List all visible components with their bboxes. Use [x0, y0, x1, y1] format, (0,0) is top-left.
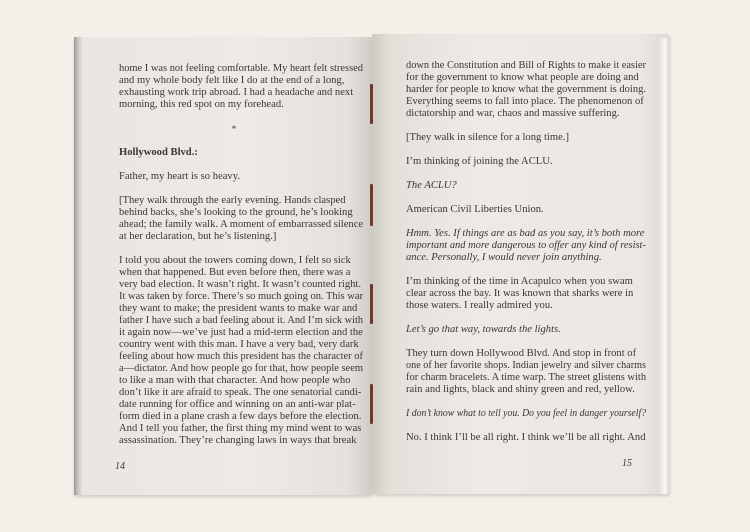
- paragraph: [406, 276, 666, 312]
- binding-stitch: [370, 384, 373, 424]
- text-line: a—dictator. And how people go for that, how people seem: [119, 363, 363, 374]
- text-line: very bad election. It wasn’t right. It wasn’t counted right.: [119, 279, 362, 290]
- text-line: ahead; the family walk. A moment of embarrassed silence: [119, 219, 364, 230]
- text-line: No. I think I’ll be all right. I think we’ll be all right. And: [406, 432, 646, 443]
- left-page-text: [119, 63, 369, 459]
- page-edges: [660, 38, 670, 494]
- text-line: don’t like it are afraid to speak. The one senatorial candi-: [119, 387, 362, 398]
- text-line: ance. Personally, I would never join anything.: [406, 252, 602, 263]
- text-line: morning, this red spot on my forehead.: [119, 99, 284, 110]
- text-line: they want to make; the president wants to make war and: [119, 303, 358, 314]
- text-line: Let’s go that way, towards the lights.: [406, 324, 561, 335]
- text-line: [They walk through the early evening. Hands clasped: [119, 195, 346, 206]
- text-line: at her declaration, but he’s listening.]: [119, 231, 277, 242]
- text-line: father I have such a bad feeling about it. And I’m sick with: [119, 315, 364, 326]
- text-line: form died in a plane crash a few days before the election.: [119, 411, 362, 422]
- paragraph: [406, 156, 666, 168]
- paragraph: [406, 348, 666, 396]
- paragraph: [406, 180, 666, 192]
- paragraph: [119, 63, 369, 111]
- left-page: [74, 37, 372, 495]
- binding-stitch: [370, 84, 373, 124]
- text-line: and my whole body felt like I do at the end of a long,: [119, 75, 345, 86]
- text-line: feeling about how much this president has the character of: [119, 351, 363, 362]
- text-line: it again now—we’ve just had a mid-term election and the: [119, 327, 363, 338]
- text-line: American Civil Liberties Union.: [406, 204, 544, 215]
- paragraph: [406, 132, 666, 144]
- right-page-text: [406, 60, 666, 456]
- binding-stitch: [370, 184, 373, 226]
- text-line: The ACLU?: [406, 180, 457, 191]
- paragraph: [406, 60, 666, 120]
- section-separator: [119, 123, 349, 135]
- text-line: harder for people to know what the government is doing.: [406, 84, 647, 95]
- text-line: behind backs, she’s looking to the ground, he’s looking: [119, 207, 353, 218]
- paragraph: [406, 324, 666, 336]
- text-line: when that happened. But even before then, there was a: [119, 267, 351, 278]
- text-line: those waters. I really admired you.: [406, 300, 553, 311]
- text-line: They turn down Hollywood Blvd. And stop in front of: [406, 348, 637, 359]
- paragraph: [119, 255, 369, 447]
- text-line: assassination. They’re changing laws in ways that break: [119, 435, 357, 446]
- text-line: I’m thinking of the time in Acapulco when you swam: [406, 276, 633, 287]
- text-line: I don’t know what to tell you. Do you feel in danger yourself?: [406, 408, 647, 419]
- text-line: home I was not feeling comfortable. My heart felt stressed: [119, 63, 363, 74]
- text-line: down the Constitution and Bill of Rights to make it easier: [406, 60, 646, 71]
- text-line: Hollywood Blvd.:: [119, 147, 198, 158]
- text-line: [They walk in silence for a long time.]: [406, 132, 569, 143]
- right-page: [372, 34, 668, 494]
- text-line: for charm bracelets. A time warp. The street glistens with: [406, 372, 647, 383]
- text-line: rain and lights, black and shiny green and red, yellow.: [406, 384, 635, 395]
- text-line: *: [231, 124, 237, 134]
- text-line: I’m thinking of joining the ACLU.: [406, 156, 553, 167]
- text-line: Everything seems to fall into place. The phenomenon of: [406, 96, 644, 107]
- section-heading: [119, 147, 369, 159]
- text-line: to like a man with that character. And how people who: [119, 375, 351, 386]
- text-line: exhausting work trip abroad. I had a headache and next: [119, 87, 354, 98]
- text-line: date running for office and winning on an anti-war plat-: [119, 399, 356, 410]
- text-line: clear across the bay. It was known that sharks were in: [406, 288, 634, 299]
- text-line: one of her favorite shops. Indian jewelry and silver charms: [406, 360, 646, 371]
- text-line: Hmm. Yes. If things are as bad as you say, it’s both more: [406, 228, 645, 239]
- text-line: for the government to know what people are doing and: [406, 72, 639, 83]
- binding-stitch: [370, 284, 373, 324]
- text-line: country went with this man. I have a very bad, very dark: [119, 339, 359, 350]
- paragraph: [119, 195, 369, 243]
- paragraph: [119, 171, 369, 183]
- paragraph: [406, 228, 666, 264]
- paragraph: [406, 408, 666, 420]
- text-line: And I tell you father, the first thing my mind went to was: [119, 423, 362, 434]
- paragraph: [406, 204, 666, 216]
- paragraph: [406, 432, 666, 444]
- page-number-left: 14: [115, 461, 125, 472]
- text-line: I told you about the towers coming down, I felt so sick: [119, 255, 351, 266]
- text-line: important and more dangerous to offer any kind of resist-: [406, 240, 646, 251]
- text-line: It was taken by force. There’s so much going on. This war: [119, 291, 363, 302]
- text-line: Father, my heart is so heavy.: [119, 171, 240, 182]
- page-number-right: 15: [622, 458, 632, 469]
- open-book: [74, 34, 674, 494]
- text-line: dictatorship and war, chaos and massive suffering.: [406, 108, 620, 119]
